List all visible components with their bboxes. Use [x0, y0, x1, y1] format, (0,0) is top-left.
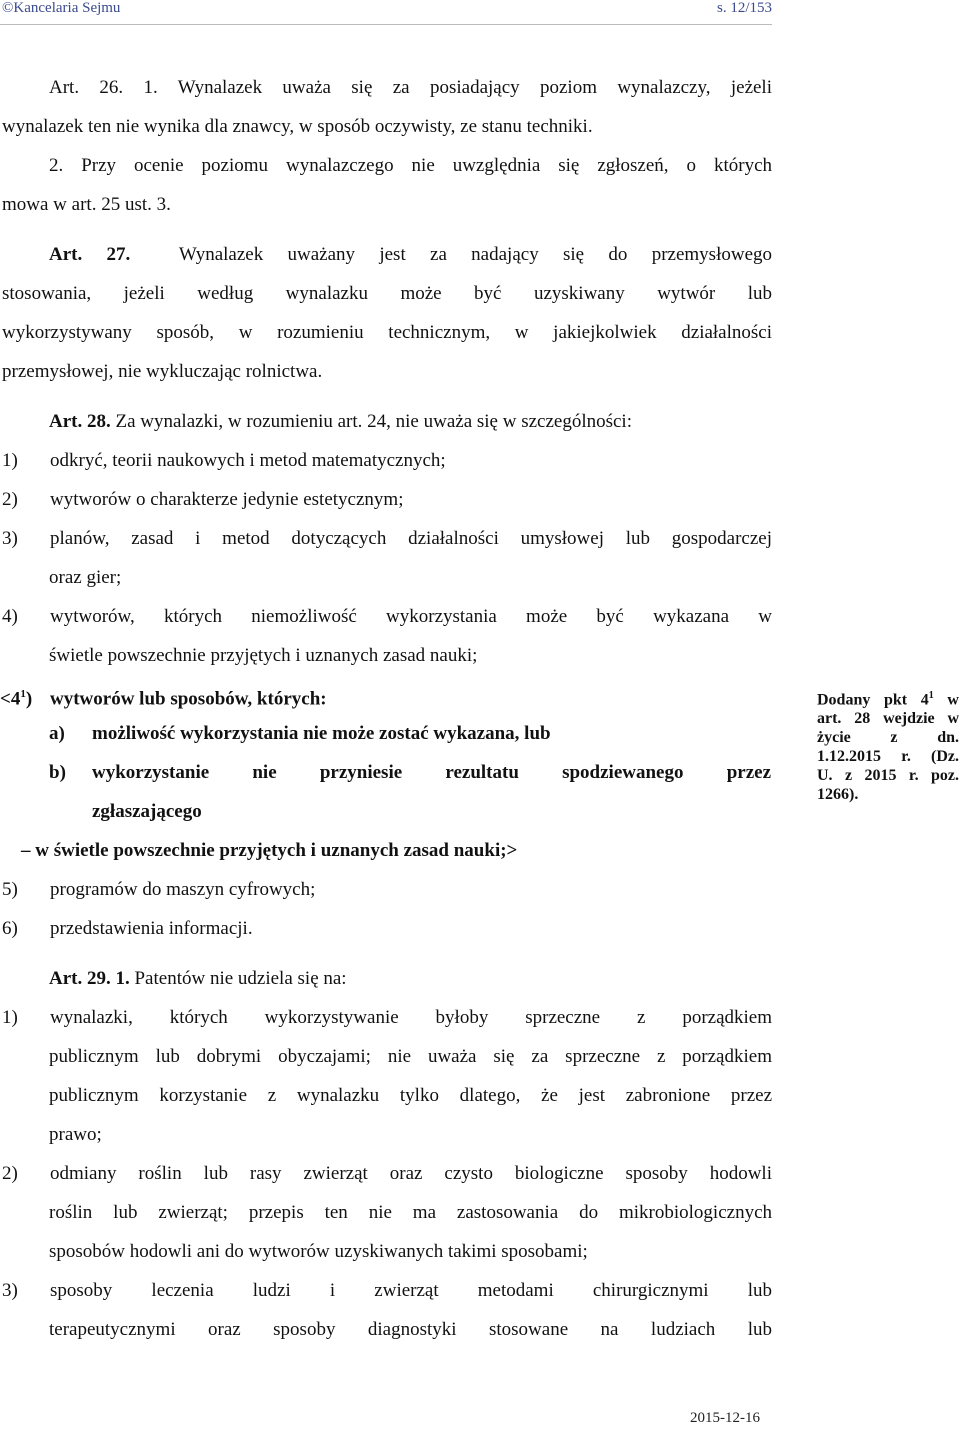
art28-point-4-1: $<4^1$) wytworów lub sposobów, których: [0, 688, 327, 710]
margin-note [817, 686, 959, 804]
art28-point-6: 6) przedstawienia informacji. [2, 918, 253, 939]
page-footer-date: 2015-12-16 [690, 1410, 760, 1426]
art28-point-1: 1) odkryć, teorii naukowych i metod matematycznych; [2, 450, 446, 471]
art28-subpoint-b: b) wykorzystanie nie przyniesie rezultatu spodziewanego przez [49, 762, 771, 783]
art28-subpoint-a: a) możliwość wykorzystania nie może zostać wykazana, lub [49, 723, 551, 744]
art29-point-3: 3) sposoby leczenia ludzi i zwierząt metodami chirurgicznymi lub [2, 1280, 772, 1301]
art28-point-2: 2) wytworów o charakterze jedynie estetycznym; [2, 489, 404, 510]
art28-point-3: 3) planów, zasad i metod dotyczących działalności umysłowej lub gospodarczej [2, 528, 772, 549]
document-body [2, 68, 772, 1349]
page-number: s. 12/153 [716, 0, 772, 16]
publisher-label: ©Kancelaria Sejmu [2, 0, 121, 16]
margin-note-line5: U. z 2015 r. poz. [817, 767, 959, 785]
page-header [0, 0, 772, 25]
margin-note-line4: 1.12.2015 r. (Dz. [817, 748, 959, 766]
art28-point-5: 5) programów do maszyn cyfrowych; [2, 879, 316, 900]
margin-note-line2: art. 28 wejdzie w [817, 710, 959, 728]
art27-line4: przemysłowej, nie wykluczając rolnictwa. [2, 361, 323, 382]
art26-line3: 2. Przy ocenie poziomu wynalazczego nie uwzględnia się zgłoszeń, o których [49, 155, 772, 176]
art26-line4: mowa w art. 25 ust. 3. [2, 194, 171, 215]
art28-intro: Art. 28. Za wynalazki, w rozumieniu art. 24, nie uważa się w szczególności: [49, 411, 632, 432]
art28-point-4-cont: świetle powszechnie przyjętych i uznanych zasad nauki; [49, 645, 478, 666]
art28-label: Art. 28. [49, 411, 111, 432]
art28-point-3-cont: oraz gier; [49, 567, 122, 588]
art29-point-2-cont-1: roślin lub zwierząt; przepis ten nie ma zastosowania do mikrobiologicznych [49, 1202, 772, 1223]
art29-point-1: 1) wynalazki, których wykorzystywanie byłoby sprzeczne z porządkiem [2, 1007, 772, 1028]
margin-note-line3: życie z dn. [817, 729, 959, 747]
art26-line2: wynalazek ten nie wynika dla znawcy, w sposób oczywisty, ze stanu techniki. [2, 116, 593, 137]
art28-point-4-1-tail: – w świetle powszechnie przyjętych i uznanych zasad nauki;> [21, 840, 518, 861]
art29-point-1-cont-2: publicznym korzystanie z wynalazku tylko dlatego, że jest zabronione przez [49, 1085, 772, 1106]
art29-intro: Art. 29. 1. Patentów nie udziela się na: [49, 968, 347, 989]
art29-point-1-cont-1: publicznym lub dobrymi obyczajami; nie uważa się za sprzeczne z porządkiem [49, 1046, 772, 1067]
art27-line1: Art. 27. Wynalazek uważany jest za nadający się do przemysłowego [49, 244, 772, 265]
art28-point-4: 4) wytworów, których niemożliwość wykorzystania może być wykazana w [2, 606, 772, 627]
art28-subpoint-b-cont: zgłaszającego [92, 801, 202, 822]
margin-note-line6: 1266). [817, 786, 859, 804]
art29-label: Art. 29. 1. [49, 968, 130, 989]
art26-line1: Art. 26. 1. Wynalazek uważa się za posiadający poziom wynalazczy, jeżeli [49, 77, 772, 98]
art27-line3: wykorzystywany sposób, w rozumieniu technicznym, w jakiejkolwiek działalności [2, 322, 772, 343]
art27-line2: stosowania, jeżeli według wynalazku może być uzyskiwany wytwór lub [2, 283, 772, 304]
art29-point-2-cont-2: sposobów hodowli ani do wytworów uzyskiwanych takimi sposobami; [49, 1241, 588, 1262]
art29-point-1-cont-3: prawo; [49, 1124, 102, 1145]
art29-point-3-cont: terapeutycznymi oraz sposoby diagnostyki stosowane na ludziach lub [49, 1319, 772, 1340]
margin-note-line1: Dodany pkt $4^1$ w [817, 690, 959, 709]
art29-point-2: 2) odmiany roślin lub rasy zwierząt oraz czysto biologiczne sposoby hodowli [2, 1163, 772, 1184]
art27-label: Art. 27. [49, 244, 131, 265]
